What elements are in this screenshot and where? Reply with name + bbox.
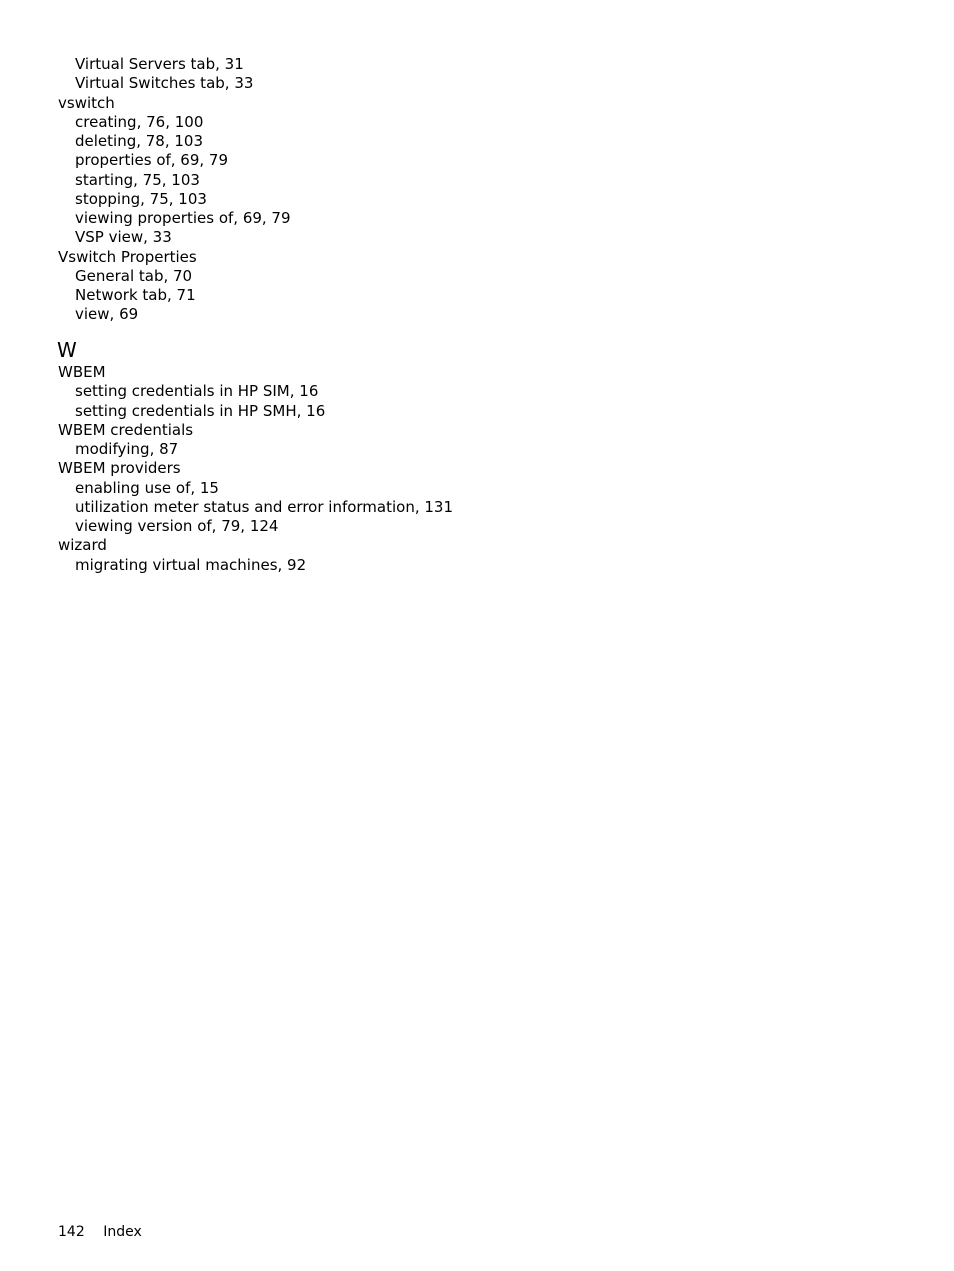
index-sub-entry: creating, 76, 100 (75, 112, 204, 131)
index-sub-entry: properties of, 69, 79 (75, 151, 229, 170)
index-entries-w (58, 363, 658, 575)
index-sub-entry: Virtual Switches tab, 33 (75, 74, 254, 93)
index-sub-entry: Network tab, 71 (75, 286, 196, 304)
page-footer (58, 1223, 142, 1241)
index-sub-entry: migrating virtual machines, 92 (75, 555, 307, 574)
index-main-entry: WBEM providers (58, 459, 181, 478)
section-letter-heading: W (57, 338, 77, 362)
index-main-entry: WBEM (58, 363, 106, 381)
index-main-entry: WBEM credentials (58, 420, 194, 439)
index-sub-entry: view, 69 (75, 305, 139, 324)
index-sub-entry: deleting, 78, 103 (75, 132, 204, 150)
page-number: 142 (58, 1224, 85, 1240)
index-sub-entry: VSP view, 33 (75, 228, 172, 247)
index-main-entry: vswitch (58, 93, 115, 112)
index-sub-entry: stopping, 75, 103 (75, 189, 207, 208)
index-main-entry: wizard (58, 536, 107, 555)
index-sub-entry: enabling use of, 15 (75, 478, 219, 497)
index-sub-entry: Virtual Servers tab, 31 (75, 55, 244, 73)
index-entries-v (58, 55, 658, 325)
footer-section-title: Index (103, 1224, 142, 1240)
index-sub-entry: utilization meter status and error information, 131 (75, 497, 454, 516)
index-sub-entry: setting credentials in HP SMH, 16 (75, 401, 326, 420)
index-sub-entry: viewing properties of, 69, 79 (75, 209, 291, 227)
index-sub-entry: modifying, 87 (75, 440, 179, 458)
index-main-entry: Vswitch Properties (58, 247, 197, 266)
index-sub-entry: setting credentials in HP SIM, 16 (75, 382, 319, 401)
index-sub-entry: starting, 75, 103 (75, 170, 200, 189)
index-sub-entry: General tab, 70 (75, 266, 193, 285)
index-sub-entry: viewing version of, 79, 124 (75, 517, 279, 535)
